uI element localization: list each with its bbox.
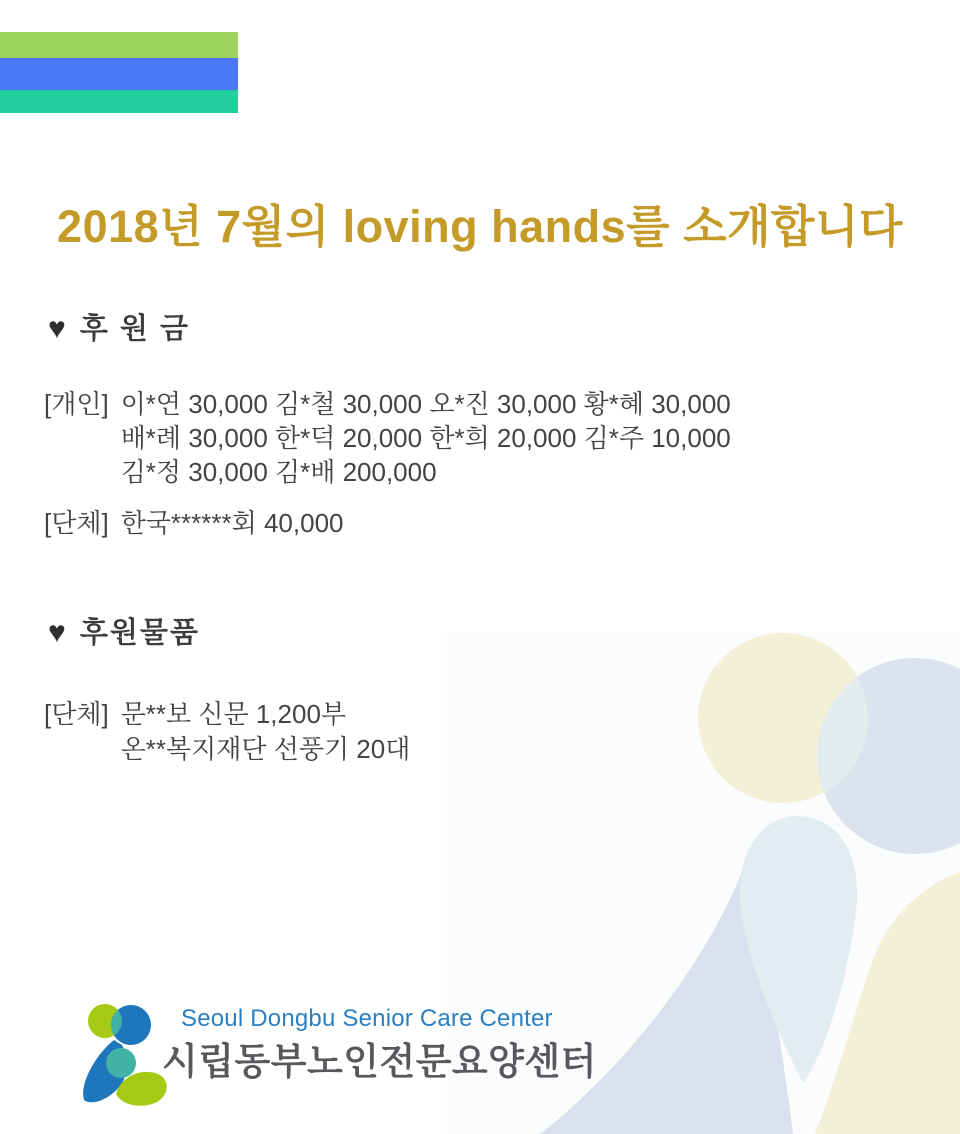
donation-heading-label: 후 원 금	[79, 313, 190, 345]
page-title: 2018년 7월의 loving hands를 소개합니다	[57, 201, 903, 253]
goods-group-organization	[44, 697, 410, 767]
corner-stripe-green	[0, 32, 238, 58]
donation-line: 김*정 30,000 김*배 200,000	[120, 457, 437, 487]
goods-section-heading	[48, 610, 200, 651]
group-lines	[121, 387, 731, 489]
group-label: [단체]	[44, 508, 109, 538]
donation-line: 한국******회 40,000	[120, 508, 344, 538]
donation-group-individual	[44, 387, 731, 489]
corner-stripe-teal	[0, 90, 238, 113]
donation-list	[44, 387, 731, 540]
goods-list	[44, 697, 410, 767]
donation-line: 배*례 30,000 한*덕 20,000 한*희 20,000 김*주 10,000	[120, 423, 731, 453]
logo-mid-teal-circle	[106, 1048, 136, 1078]
corner-stripe-blue	[0, 58, 238, 90]
center-name-english: Seoul Dongbu Senior Care Center	[181, 1005, 553, 1032]
group-lines	[121, 506, 344, 540]
goods-heading-label: 후원물품	[79, 617, 200, 649]
center-logo-mark	[78, 1002, 170, 1110]
goods-line: 문**보 신문 1,200부	[120, 699, 347, 729]
heart-icon: ♥	[48, 616, 66, 649]
donation-section-heading	[48, 306, 190, 347]
person-figure-logo-icon	[78, 1002, 170, 1110]
group-label: [단체]	[44, 699, 109, 729]
goods-line: 온**복지재단 선풍기 20대	[120, 734, 411, 764]
group-lines	[121, 697, 411, 767]
donation-group-organization	[44, 506, 731, 540]
group-label: [개인]	[44, 389, 109, 419]
heart-icon: ♥	[48, 312, 66, 345]
donation-line: 이*연 30,000 김*철 30,000 오*진 30,000 황*혜 30,000	[120, 389, 731, 419]
center-name-korean: 시립동부노인전문요양센터	[162, 1041, 597, 1082]
